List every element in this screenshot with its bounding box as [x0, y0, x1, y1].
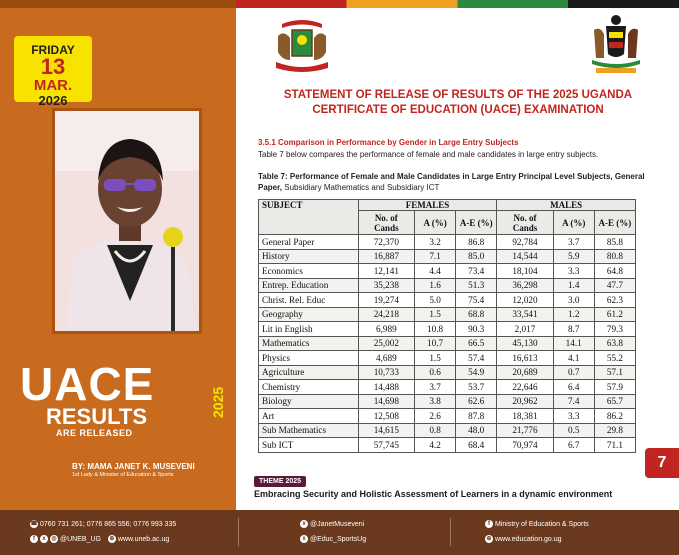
footer-x-educ[interactable]	[300, 535, 366, 543]
subject-header: SUBJECT	[259, 200, 359, 235]
value-cell: 1.6	[414, 278, 455, 293]
females-header: FEMALES	[358, 200, 497, 211]
value-cell: 0.5	[553, 423, 594, 438]
footer-fb-ministry[interactable]	[485, 520, 589, 528]
value-cell: 64.8	[594, 264, 635, 279]
value-cell: 20,962	[497, 394, 553, 409]
subject-cell: General Paper	[259, 235, 359, 250]
females-cands-header: No. of Cands	[358, 211, 414, 235]
value-cell: 72,370	[358, 235, 414, 250]
table-row	[259, 322, 636, 337]
table-row	[259, 278, 636, 293]
value-cell: 10,733	[358, 365, 414, 380]
value-cell: 33,541	[497, 307, 553, 322]
section-description: Table 7 below compares the performance of female and male candidates in large entry subjects.	[258, 150, 599, 159]
value-cell: 86.2	[594, 409, 635, 424]
value-cell: 18,381	[497, 409, 553, 424]
results-table	[258, 199, 636, 453]
theme-tag: THEME 2025	[254, 476, 306, 487]
value-cell: 18,104	[497, 264, 553, 279]
flag-stripe	[236, 0, 679, 8]
subject-cell: Sub Mathematics	[259, 423, 359, 438]
table-row	[259, 394, 636, 409]
table-row	[259, 380, 636, 395]
value-cell: 12,020	[497, 293, 553, 308]
are-released-text: ARE RELEASED	[56, 428, 133, 438]
value-cell: 47.7	[594, 278, 635, 293]
value-cell: 92,784	[497, 235, 553, 250]
table-group-header-row	[259, 200, 636, 211]
value-cell: 53.7	[456, 380, 497, 395]
males-ae-header: A-E (%)	[594, 211, 635, 235]
males-header: MALES	[497, 200, 636, 211]
value-cell: 57.4	[456, 351, 497, 366]
value-cell: 75.4	[456, 293, 497, 308]
value-cell: 29.8	[594, 423, 635, 438]
value-cell: 3.8	[414, 394, 455, 409]
value-cell: 14.1	[553, 336, 594, 351]
value-cell: 1.5	[414, 351, 455, 366]
table-caption	[258, 171, 666, 193]
value-cell: 57,745	[358, 438, 414, 453]
footer-x-janet-text[interactable]: @JanetMuseveni	[310, 520, 365, 528]
subject-cell: Economics	[259, 264, 359, 279]
table-caption-bold: Table 7: Performance of Female and Male Candidates in Large Entry Principal Level Subjects, General Paper,	[258, 172, 645, 192]
value-cell: 24,218	[358, 307, 414, 322]
value-cell: 48.0	[456, 423, 497, 438]
value-cell: 21,776	[497, 423, 553, 438]
date-number: 13	[40, 54, 66, 79]
value-cell: 14,488	[358, 380, 414, 395]
value-cell: 35,238	[358, 278, 414, 293]
footer-phones	[30, 520, 176, 528]
instagram-icon[interactable]: ◎	[51, 536, 57, 542]
males-a-header: A (%)	[553, 211, 594, 235]
subject-cell: Chemistry	[259, 380, 359, 395]
footer-x-janet[interactable]	[300, 520, 364, 528]
facebook-icon: f	[485, 520, 493, 528]
value-cell: 4,689	[358, 351, 414, 366]
value-cell: 0.7	[553, 365, 594, 380]
table-row	[259, 409, 636, 424]
date-day: FRIDAY	[31, 43, 75, 57]
year-vertical: 2025	[210, 386, 226, 418]
value-cell: 68.4	[456, 438, 497, 453]
value-cell: 4.1	[553, 351, 594, 366]
value-cell: 2,017	[497, 322, 553, 337]
table-row	[259, 423, 636, 438]
x-icon[interactable]: x	[40, 535, 48, 543]
table-row	[259, 264, 636, 279]
section-heading: 3.5.1 Comparison in Performance by Gender in Large Entry Subjects	[258, 138, 519, 147]
minister-photo-frame	[52, 108, 202, 334]
byline-role: 1st Lady & Minister of Education & Sports	[72, 472, 174, 478]
byline	[72, 462, 232, 478]
value-cell: 14,544	[497, 249, 553, 264]
subject-cell: Entrep. Education	[259, 278, 359, 293]
byline-name: BY: MAMA JANET K. MUSEVENI	[72, 462, 195, 471]
footer-fb-ministry-text[interactable]: Ministry of Education & Sports	[495, 520, 589, 528]
females-a-header: A (%)	[414, 211, 455, 235]
subject-cell: History	[259, 249, 359, 264]
table-row	[259, 293, 636, 308]
value-cell: 0.6	[414, 365, 455, 380]
uganda-coat-of-arms-icon	[588, 12, 644, 76]
value-cell: 73.4	[456, 264, 497, 279]
value-cell: 86.8	[456, 235, 497, 250]
value-cell: 1.2	[553, 307, 594, 322]
value-cell: 19,274	[358, 293, 414, 308]
value-cell: 4.2	[414, 438, 455, 453]
value-cell: 90.3	[456, 322, 497, 337]
left-panel	[0, 0, 236, 510]
value-cell: 66.5	[456, 336, 497, 351]
value-cell: 6,989	[358, 322, 414, 337]
value-cell: 62.3	[594, 293, 635, 308]
value-cell: 63.8	[594, 336, 635, 351]
value-cell: 1.5	[414, 307, 455, 322]
footer-uneb-web[interactable]: www.uneb.ac.ug	[117, 535, 170, 543]
table-row	[259, 336, 636, 351]
value-cell: 3.7	[553, 235, 594, 250]
value-cell: 5.0	[414, 293, 455, 308]
table-row	[259, 438, 636, 453]
value-cell: 12,508	[358, 409, 414, 424]
date-card	[14, 36, 92, 108]
table-row	[259, 365, 636, 380]
subject-cell: Sub ICT	[259, 438, 359, 453]
globe-icon: ⊕	[109, 536, 115, 542]
value-cell: 16,887	[358, 249, 414, 264]
value-cell: 6.4	[553, 380, 594, 395]
value-cell: 5.9	[553, 249, 594, 264]
value-cell: 70,974	[497, 438, 553, 453]
value-cell: 7.4	[553, 394, 594, 409]
value-cell: 3.3	[553, 409, 594, 424]
value-cell: 71.1	[594, 438, 635, 453]
value-cell: 85.8	[594, 235, 635, 250]
x-icon: x	[300, 535, 308, 543]
subject-cell: Mathematics	[259, 336, 359, 351]
value-cell: 87.8	[456, 409, 497, 424]
subject-cell: Biology	[259, 394, 359, 409]
value-cell: 10.8	[414, 322, 455, 337]
subject-cell: Christ. Rel. Educ	[259, 293, 359, 308]
value-cell: 22,646	[497, 380, 553, 395]
subject-cell: Physics	[259, 351, 359, 366]
table-body	[259, 235, 636, 453]
facebook-icon[interactable]: f	[30, 535, 38, 543]
uace-word: UACE	[20, 358, 155, 410]
date-year: 2026	[38, 93, 68, 108]
males-cands-header: No. of Cands	[497, 211, 553, 235]
value-cell: 25,002	[358, 336, 414, 351]
value-cell: 55.2	[594, 351, 635, 366]
footer-phones-text: 0760 731 261; 0776 865 556; 0776 993 335	[40, 520, 177, 528]
footer	[0, 510, 679, 555]
value-cell: 12,141	[358, 264, 414, 279]
value-cell: 65.7	[594, 394, 635, 409]
x-icon: x	[300, 520, 308, 528]
value-cell: 8.7	[553, 322, 594, 337]
value-cell: 1.4	[553, 278, 594, 293]
value-cell: 7.1	[414, 249, 455, 264]
footer-divider	[450, 518, 451, 546]
value-cell: 4.4	[414, 264, 455, 279]
table-row	[259, 307, 636, 322]
value-cell: 20,689	[497, 365, 553, 380]
date-month: MAR.	[33, 77, 73, 94]
value-cell: 14,615	[358, 423, 414, 438]
phone-icon: ☎	[30, 521, 38, 527]
table-row	[259, 249, 636, 264]
value-cell: 3.0	[553, 293, 594, 308]
theme-text: Embracing Security and Holistic Assessment of Learners in a dynamic environment	[254, 489, 613, 499]
subject-cell: Geography	[259, 307, 359, 322]
value-cell: 80.8	[594, 249, 635, 264]
value-cell: 62.6	[456, 394, 497, 409]
value-cell: 36,298	[497, 278, 553, 293]
value-cell: 3.3	[553, 264, 594, 279]
statement-title: STATEMENT OF RELEASE OF RESULTS OF THE 2025 UGANDA CERTIFICATE OF EDUCATION (UACE) EXAMINATION	[283, 89, 633, 116]
value-cell: 51.3	[456, 278, 497, 293]
page-number-badge: 7	[645, 448, 679, 478]
footer-uneb-handle[interactable]: @UNEB_UG	[60, 535, 101, 543]
globe-icon: ⊕	[486, 536, 492, 542]
uace-results-title	[20, 358, 220, 438]
value-cell: 79.3	[594, 322, 635, 337]
value-cell: 3.7	[414, 380, 455, 395]
uneb-logo-icon	[270, 16, 334, 76]
table-row	[259, 235, 636, 250]
value-cell: 54.9	[456, 365, 497, 380]
value-cell: 3.2	[414, 235, 455, 250]
results-word: RESULTS	[46, 404, 148, 429]
value-cell: 2.6	[414, 409, 455, 424]
subject-cell: Art	[259, 409, 359, 424]
value-cell: 14,698	[358, 394, 414, 409]
value-cell: 0.8	[414, 423, 455, 438]
value-cell: 61.2	[594, 307, 635, 322]
table-caption-rest: Subsidiary Mathematics and Subsidiary ICT	[282, 183, 440, 192]
footer-ministry-web[interactable]	[485, 535, 562, 543]
footer-uneb-social	[30, 535, 169, 543]
females-ae-header: A-E (%)	[456, 211, 497, 235]
value-cell: 57.1	[594, 365, 635, 380]
subject-cell: Lit in English	[259, 322, 359, 337]
subject-cell: Agriculture	[259, 365, 359, 380]
value-cell: 10.7	[414, 336, 455, 351]
value-cell: 16,613	[497, 351, 553, 366]
value-cell: 68.8	[456, 307, 497, 322]
footer-ministry-web-text[interactable]: www.education.go.ug	[495, 535, 562, 543]
left-top-stripe	[0, 0, 236, 8]
minister-photo	[55, 111, 202, 334]
value-cell: 45,130	[497, 336, 553, 351]
value-cell: 85.0	[456, 249, 497, 264]
value-cell: 57.9	[594, 380, 635, 395]
table-row	[259, 351, 636, 366]
footer-x-educ-text[interactable]: @Educ_SportsUg	[310, 535, 367, 543]
value-cell: 6.7	[553, 438, 594, 453]
footer-divider	[238, 518, 239, 546]
